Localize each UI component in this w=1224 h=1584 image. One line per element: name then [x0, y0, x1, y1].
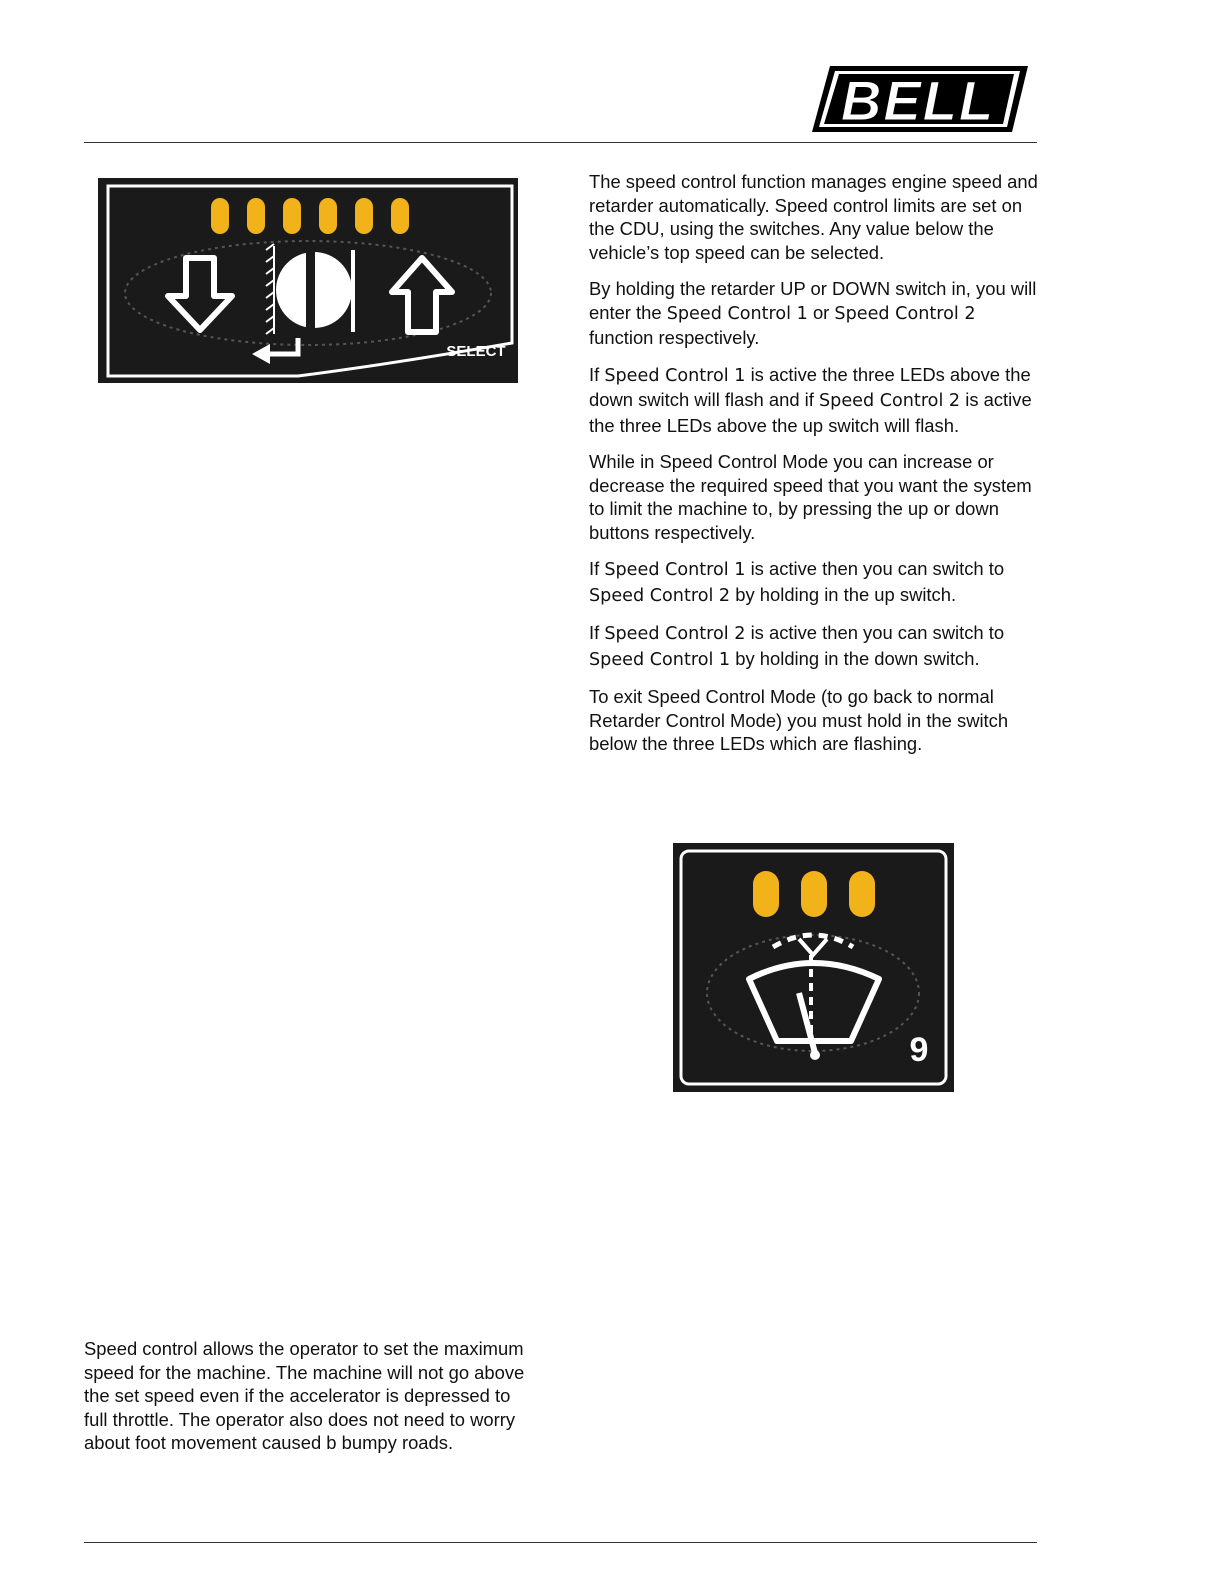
- paragraph-1: The speed control function manages engine speed and retarder automatically. Speed control limits are set on the CDU, using the switches. Any value below the vehicle’s top speed can be selected.: [589, 171, 1038, 263]
- paragraph-6: If Speed Control 2 is active then you can switch to Speed Control 1 by holding in the down switch.: [589, 622, 1005, 670]
- paragraph-speed-control-intro: Speed control allows the operator to set the maximum speed for the machine. The machine will not go above the set speed even if the accelerator is depressed to full throttle. The operator also does not need to worry about foot movement caused b bumpy roads.: [84, 1338, 525, 1453]
- led-indicator: [801, 871, 827, 917]
- paragraph-4: While in Speed Control Mode you can increase or decrease the required speed that you want the system to limit the machine to, by pressing the up or down buttons respectively.: [589, 451, 1032, 543]
- right-column-text: [589, 170, 1041, 769]
- wiper-panel-image: [673, 843, 954, 1092]
- led-indicator: [283, 198, 301, 234]
- led-indicator: [211, 198, 229, 234]
- led-indicator: [247, 198, 265, 234]
- wiper-button-number: 9: [909, 1031, 929, 1069]
- led-indicator: [319, 198, 337, 234]
- header-rule: [84, 142, 1037, 143]
- paragraph-3: If Speed Control 1 is active the three LEDs above the down switch will flash and if Speed Control 2 is active the three LEDs above the up switch will flash.: [589, 363, 1032, 436]
- paragraph-2: By holding the retarder UP or DOWN switch in, you will enter the Speed Control 1 or Speed Control 2 function respectively.: [589, 278, 1037, 348]
- bell-logo-text: BELL: [840, 69, 996, 132]
- led-indicator: [849, 871, 875, 917]
- select-label: SELECT: [446, 343, 506, 360]
- left-column-text: [84, 1337, 534, 1468]
- wiper-led-row: [753, 871, 875, 917]
- led-indicator: [753, 871, 779, 917]
- bell-logo: [808, 62, 1032, 136]
- paragraph-7: To exit Speed Control Mode (to go back to normal Retarder Control Mode) you must hold in the switch below the three LEDs which are flashing.: [589, 686, 1009, 754]
- led-indicator: [391, 198, 409, 234]
- retarder-panel-image: [98, 178, 518, 383]
- led-indicator: [355, 198, 373, 234]
- paragraph-5: If Speed Control 1 is active then you can switch to Speed Control 2 by holding in the up switch.: [589, 558, 1005, 606]
- footer-rule: [84, 1542, 1037, 1543]
